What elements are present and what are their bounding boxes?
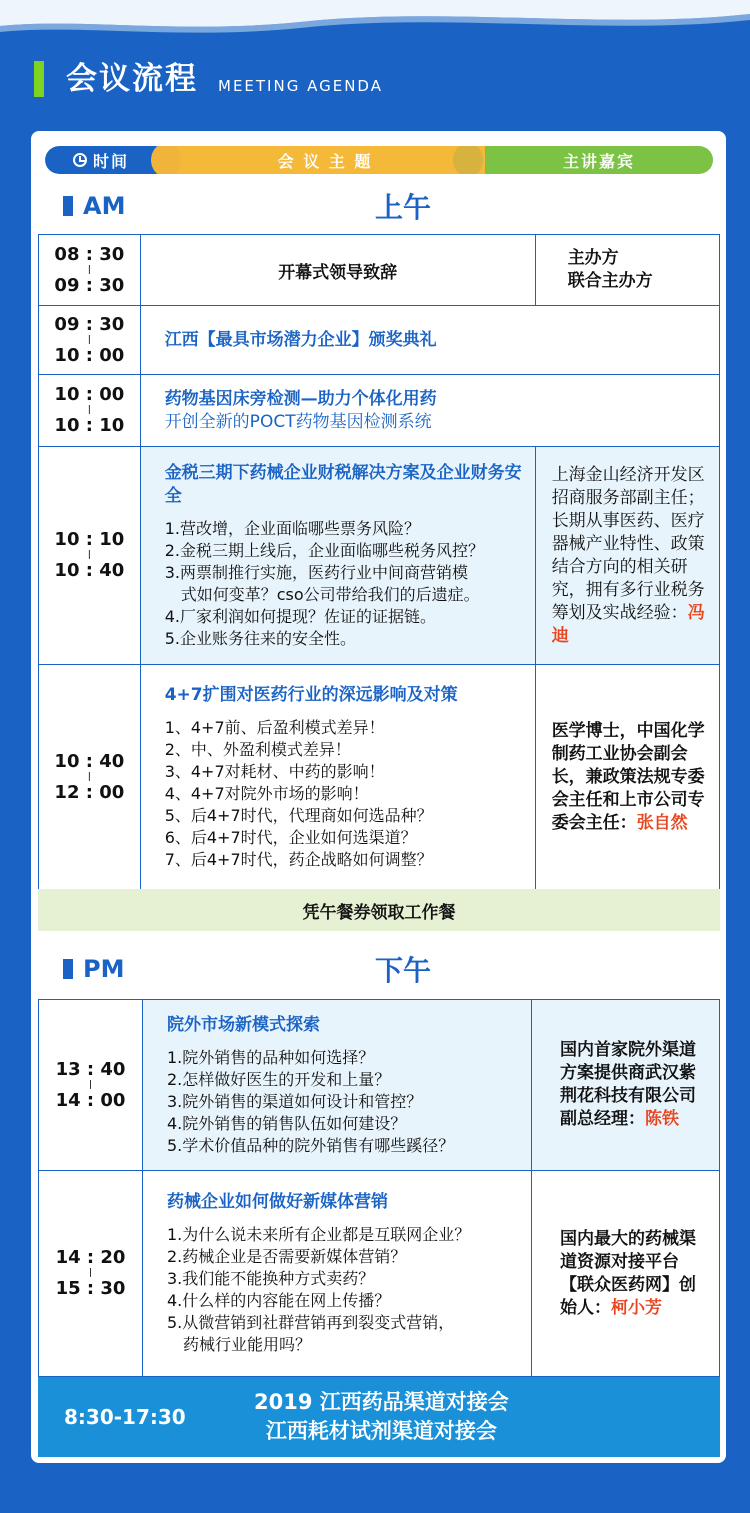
list-item: 1.院外销售的品种如何选择？ — [167, 1047, 375, 1067]
table-row — [39, 1171, 720, 1377]
topic-title: 药物基因床旁检测—助力个体化用药 — [164, 388, 437, 409]
lunch-text: 凭午餐券领取工作餐 — [302, 902, 456, 923]
list-item: 5.企业账务往来的安全性。 — [164, 628, 356, 648]
section-pm-en: PM — [83, 955, 125, 983]
table-row — [39, 665, 720, 890]
column-legend — [45, 146, 713, 174]
start-time: 13 : 40 — [55, 1058, 126, 1080]
list-item: 1.营改增，企业面临哪些票务风险？ — [164, 518, 420, 538]
topic-title: 药械企业如何做好新媒体营销 — [167, 1192, 388, 1212]
topic-title: 4+7扩围对医药行业的深远影响及对策 — [164, 684, 458, 705]
topic-cell — [140, 375, 719, 447]
title-accent-bar — [34, 61, 44, 97]
topic-subtitle: 开创全新的POCT药物基因检测系统 — [164, 411, 432, 432]
time-separator: | — [87, 550, 91, 560]
title-english: MEETING AGENDA — [218, 77, 383, 95]
list-item: 3.两票制推行实施，医药行业中间商营销模 — [164, 562, 468, 582]
list-item: 1、4+7前、后盈利模式差异！ — [164, 717, 385, 737]
page-title — [34, 58, 383, 100]
list-item: 3.我们能不能换种方式卖药？ — [167, 1269, 375, 1288]
topic-items — [167, 1224, 521, 1356]
list-item: 2.怎样做好医生的开发和上量？ — [167, 1069, 391, 1089]
list-item: 式如何变革？cso公司带给我们的后遗症。 — [180, 584, 480, 604]
topic-cell — [143, 1171, 532, 1377]
time-cell — [39, 375, 141, 447]
topic-items — [165, 518, 525, 650]
end-time: 10 : 40 — [54, 560, 125, 581]
time-separator: | — [87, 771, 91, 782]
topic-title: 江西【最具市场潜力企业】颁奖典礼 — [164, 329, 437, 350]
footer-line: 江西耗材试剂渠道对接会 — [265, 1419, 497, 1443]
speaker-cell — [535, 447, 719, 665]
legend-speaker-label: 主讲嘉宾 — [562, 151, 635, 171]
table-row — [39, 447, 720, 665]
legend-topic-label: 会 议 主 题 — [277, 151, 373, 171]
time-separator: | — [87, 264, 91, 275]
section-mark — [63, 196, 73, 216]
speaker-line: 联合主办方 — [567, 271, 653, 291]
list-item: 2.药械企业是否需要新媒体营销？ — [167, 1247, 407, 1266]
speaker-name: 冯迪 — [551, 602, 705, 646]
list-item: 3.院外销售的渠道如何设计和管控？ — [167, 1091, 423, 1111]
list-item: 5.从微营销到社群营销再到裂变式营销， — [167, 1313, 455, 1332]
start-time: 10 : 10 — [54, 529, 125, 550]
clock-icon — [73, 153, 87, 167]
speaker-bio: 国内首家院外渠道方案提供商武汉紫荆花科技有限公司副总经理： — [560, 1040, 696, 1129]
list-item: 4.院外销售的销售队伍如何建设？ — [167, 1113, 407, 1133]
section-pm — [45, 947, 713, 991]
end-time: 10 : 00 — [54, 344, 125, 366]
footer-event-names — [254, 1388, 509, 1446]
table-row — [39, 375, 720, 447]
table-row — [39, 235, 720, 306]
speaker-line: 主办方 — [567, 248, 619, 268]
footer-line: 2019 江西药品渠道对接会 — [254, 1390, 509, 1414]
list-item: 2.金税三期上线后，企业面临哪些税务风控？ — [164, 540, 484, 560]
list-item: 6、后4+7时代，企业如何选渠道？ — [164, 827, 417, 847]
topic-cell — [140, 306, 719, 375]
pm-schedule-table — [38, 999, 720, 1377]
end-time: 10 : 10 — [54, 415, 125, 436]
list-item: 5、后4+7时代，代理商如何选品种？ — [164, 805, 433, 825]
legend-divider-dot — [453, 146, 483, 174]
time-cell — [39, 235, 141, 306]
speaker-bio: 国内最大的药械渠道资源对接平台【联众医药网】创始人： — [560, 1228, 696, 1318]
time-cell — [39, 447, 141, 665]
time-separator: | — [88, 1079, 93, 1090]
section-pm-zh: 下午 — [375, 954, 432, 987]
table-row — [39, 306, 720, 375]
start-time: 10 : 00 — [54, 384, 125, 405]
list-item: 3、4+7对耗材、中药的影响！ — [164, 761, 385, 781]
list-item: 2、中、外盈利模式差异！ — [164, 739, 351, 759]
list-item: 4.什么样的内容能在网上传播？ — [167, 1291, 391, 1310]
legend-divider-dot — [151, 146, 181, 174]
speaker-name: 张自然 — [636, 812, 688, 833]
speaker-bio: 医学博士，中国化学制药工业协会副会长，兼政策法规专委会主任和上市公司专委会主任： — [551, 720, 705, 833]
start-time: 09 : 30 — [54, 313, 125, 335]
topic-items — [165, 717, 525, 871]
topic-cell — [140, 235, 535, 306]
table-row — [39, 1000, 720, 1171]
list-item: 4、4+7对院外市场的影响！ — [164, 783, 369, 803]
speaker-name: 陈铁 — [645, 1109, 679, 1129]
speaker-cell — [532, 1171, 720, 1377]
legend-time — [45, 146, 165, 174]
speaker-bio: 上海金山经济开发区招商服务部副主任；长期从事医药、医疗器械产业特性、政策结合方向的相关研究，拥有多行业税务筹划及实战经验： — [551, 464, 705, 623]
legend-speaker — [485, 146, 713, 174]
start-time: 14 : 20 — [55, 1247, 126, 1268]
time-cell — [39, 306, 141, 375]
topic-title: 开幕式领导致辞 — [278, 262, 398, 283]
list-item: 1.为什么说未来所有企业都是互联网企业？ — [167, 1225, 471, 1244]
start-time: 10 : 40 — [54, 750, 125, 772]
speaker-cell — [535, 235, 719, 306]
section-am-zh: 上午 — [375, 191, 432, 224]
topic-cell — [143, 1000, 532, 1171]
footer-banner — [38, 1377, 720, 1457]
speaker-cell — [535, 665, 719, 890]
time-separator: | — [87, 405, 91, 415]
time-cell — [39, 665, 141, 890]
time-cell — [39, 1000, 143, 1171]
top-wave-decoration — [0, 0, 750, 40]
topic-cell — [140, 665, 535, 890]
end-time: 09 : 30 — [54, 274, 125, 296]
section-am — [45, 184, 713, 228]
legend-topic — [165, 146, 485, 174]
topic-title: 院外市场新模式探索 — [167, 1014, 320, 1035]
topic-title: 金税三期下药械企业财税解决方案及企业财务安全 — [164, 462, 522, 506]
end-time: 15 : 30 — [55, 1278, 126, 1299]
speaker-name: 柯小芳 — [611, 1297, 662, 1318]
start-time: 08 : 30 — [54, 243, 125, 265]
time-separator: | — [88, 1268, 93, 1278]
agenda-card — [31, 131, 726, 1463]
section-mark — [63, 959, 73, 979]
time-separator: | — [87, 334, 91, 345]
am-schedule-table — [38, 234, 720, 890]
footer-time: 8:30-17:30 — [64, 1405, 186, 1429]
topic-items — [167, 1047, 521, 1157]
list-item: 5.学术价值品种的院外销售有哪些蹊径？ — [167, 1135, 455, 1155]
time-cell — [39, 1171, 143, 1377]
section-am-en: AM — [83, 192, 126, 220]
list-item: 药械行业能用吗？ — [183, 1335, 312, 1354]
end-time: 14 : 00 — [55, 1089, 126, 1111]
speaker-cell — [532, 1000, 720, 1171]
topic-cell — [140, 447, 535, 665]
lunch-banner — [38, 889, 720, 931]
list-item: 7、后4+7时代，药企战略如何调整？ — [164, 849, 433, 869]
legend-time-label: 时间 — [93, 151, 130, 171]
list-item: 4.厂家利润如何提现？佐证的证据链。 — [164, 606, 436, 626]
title-chinese: 会议流程 — [66, 61, 198, 97]
end-time: 12 : 00 — [54, 781, 125, 803]
